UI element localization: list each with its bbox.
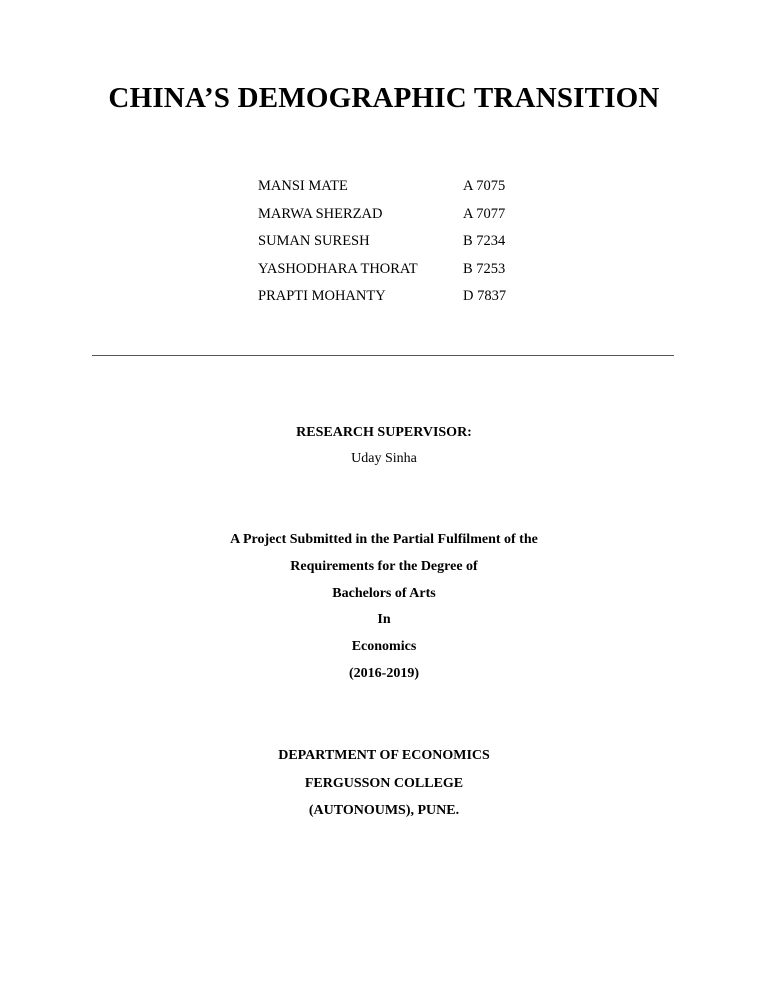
member-row xyxy=(258,178,558,206)
supervisor-heading: RESEARCH SUPERVISOR: xyxy=(296,425,472,440)
member-name: MANSI MATE xyxy=(258,178,348,194)
member-row xyxy=(258,261,558,289)
member-name: YASHODHARA THORAT xyxy=(258,260,418,277)
member-name: PRAPTI MOHANTY xyxy=(258,288,386,304)
submission-line: Requirements for the Degree of xyxy=(290,558,478,574)
document-title: CHINA’S DEMOGRAPHIC TRANSITION xyxy=(108,82,660,114)
supervisor-name: Uday Sinha xyxy=(351,451,417,466)
department-name: DEPARTMENT OF ECONOMICS xyxy=(278,748,490,763)
member-list xyxy=(258,178,558,316)
member-roll-number: D 7837 xyxy=(463,288,507,304)
member-name: MARWA SHERZAD xyxy=(258,205,383,222)
member-roll-number: B 7234 xyxy=(463,233,506,249)
member-row xyxy=(258,206,558,234)
academic-years: (2016-2019) xyxy=(349,665,419,681)
member-roll-number: A 7075 xyxy=(463,178,506,194)
member-roll-number: A 7077 xyxy=(463,205,506,222)
college-name: FERGUSSON COLLEGE xyxy=(304,775,464,791)
member-roll-number: B 7253 xyxy=(463,260,506,277)
degree-name: Bachelors of Arts xyxy=(332,585,436,601)
horizontal-divider xyxy=(92,355,674,356)
college-location: (AUTONOUMS), PUNE. xyxy=(308,803,460,818)
subject-name: Economics xyxy=(351,639,417,655)
member-name: SUMAN SURESH xyxy=(258,233,370,249)
submission-line: In xyxy=(377,612,391,628)
member-row xyxy=(258,288,558,316)
institution-block xyxy=(0,748,768,831)
submission-line: A Project Submitted in the Partial Fulfilment of the xyxy=(230,532,538,547)
member-row xyxy=(258,233,558,261)
submission-statement xyxy=(0,532,768,693)
